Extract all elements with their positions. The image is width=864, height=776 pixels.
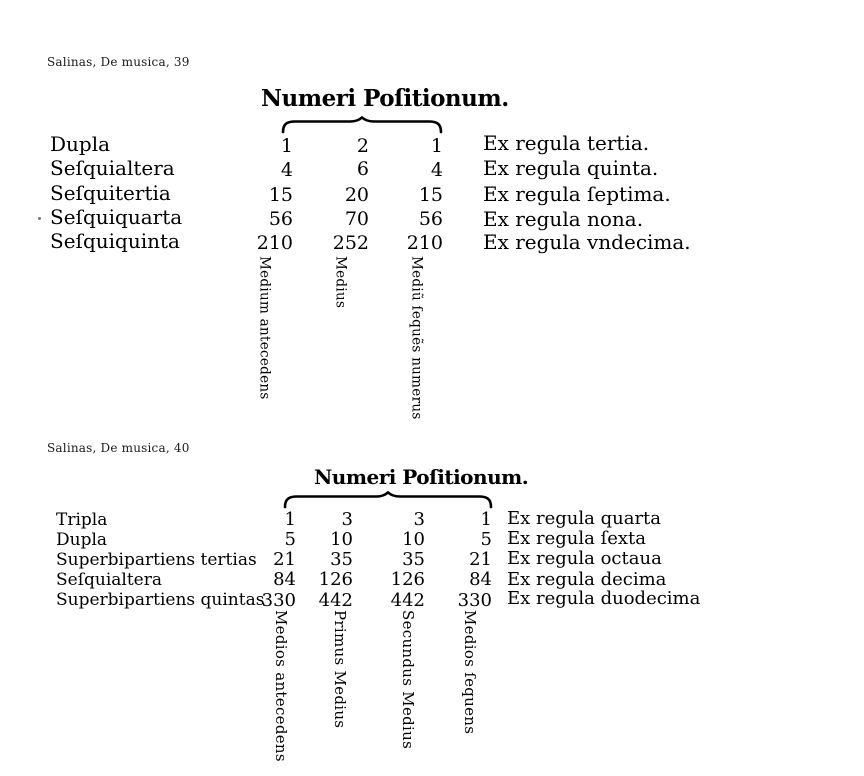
cell-value: 210 <box>256 232 293 254</box>
cell-value: 4 <box>430 159 443 181</box>
row-label: Dupla <box>56 530 108 550</box>
table-title: Numeri Poſitionum. <box>314 465 529 489</box>
cell-value: 15 <box>418 184 443 206</box>
regula-label: Ex regula quarta <box>507 508 662 529</box>
regula-label: Ex regula tertia. <box>483 131 650 155</box>
cell-value: 84 <box>469 569 492 590</box>
cell-value: 330 <box>261 590 296 611</box>
cell-value: 210 <box>406 232 443 254</box>
cell-value: 330 <box>457 590 492 611</box>
regula-label: Ex regula vndecima. <box>483 230 691 254</box>
cell-value: 84 <box>273 569 296 590</box>
cell-value: 1 <box>430 135 443 157</box>
regula-label: Ex regula decima <box>507 569 667 590</box>
cell-value: 70 <box>344 208 369 230</box>
cell-value: 21 <box>273 549 296 570</box>
cell-value: 6 <box>356 158 369 180</box>
cell-value: 10 <box>330 529 353 550</box>
regula-label: Ex regula nona. <box>483 207 644 231</box>
row-label: Seſquiquarta <box>50 205 183 229</box>
row-label: Dupla <box>50 132 111 156</box>
regula-label: Ex regula ſeptima. <box>483 182 671 206</box>
cell-value: 1 <box>480 509 492 530</box>
cell-value: 1 <box>284 509 296 530</box>
cell-value: 1 <box>280 135 293 157</box>
cell-value: 5 <box>480 529 492 550</box>
over-brace-icon <box>280 116 444 134</box>
cell-value: 4 <box>280 159 293 181</box>
regula-label: Ex regula octaua <box>507 548 662 569</box>
cell-value: 21 <box>469 549 492 570</box>
cell-value: 3 <box>341 509 353 530</box>
cell-value: 2 <box>356 135 369 157</box>
row-label: Seſquiquinta <box>50 229 180 253</box>
regula-label: Ex regula quinta. <box>483 156 659 180</box>
row-label: Seſquitertia <box>50 181 171 205</box>
cell-value: 15 <box>268 184 293 206</box>
column-vertical-label: Medios antecedens <box>272 610 290 762</box>
regula-label: Ex regula duodecima <box>507 588 701 609</box>
row-label: Superbipartiens tertias <box>56 550 257 570</box>
cell-value: 56 <box>268 208 293 230</box>
column-vertical-label: Medius <box>332 256 349 309</box>
cell-value: 56 <box>418 208 443 230</box>
cell-value: 35 <box>330 549 353 570</box>
page-source-caption: Salinas, De musica, 40 <box>47 441 190 455</box>
cell-value: 442 <box>318 590 353 611</box>
cell-value: 10 <box>402 529 425 550</box>
cell-value: 252 <box>332 232 369 254</box>
cell-value: 126 <box>318 569 353 590</box>
cell-value: 3 <box>413 509 425 530</box>
column-vertical-label: Medios ſequens <box>461 610 479 735</box>
regula-label: Ex regula ſexta <box>507 528 647 549</box>
cell-value: 35 <box>402 549 425 570</box>
cell-value: 442 <box>390 590 425 611</box>
column-vertical-label: Primus Medius <box>331 610 349 729</box>
row-label: Superbipartiens quintas <box>56 590 265 610</box>
row-label: Seſquialtera <box>56 570 162 590</box>
column-vertical-label: Secundus Medius <box>399 610 417 750</box>
column-vertical-label: Mediũ ſequẽs numerus <box>408 256 425 420</box>
column-vertical-label: Medium antecedens <box>256 256 273 400</box>
row-label: Seſquialtera <box>50 156 175 180</box>
row-label: Tripla <box>56 510 108 530</box>
page-source-caption: Salinas, De musica, 39 <box>47 55 190 69</box>
table-title: Numeri Poſitionum. <box>261 85 509 112</box>
cell-value: 126 <box>390 569 425 590</box>
cell-value: 20 <box>344 184 369 206</box>
cell-value: 5 <box>284 529 296 550</box>
over-brace-icon <box>282 491 494 509</box>
ink-speck <box>38 217 41 220</box>
